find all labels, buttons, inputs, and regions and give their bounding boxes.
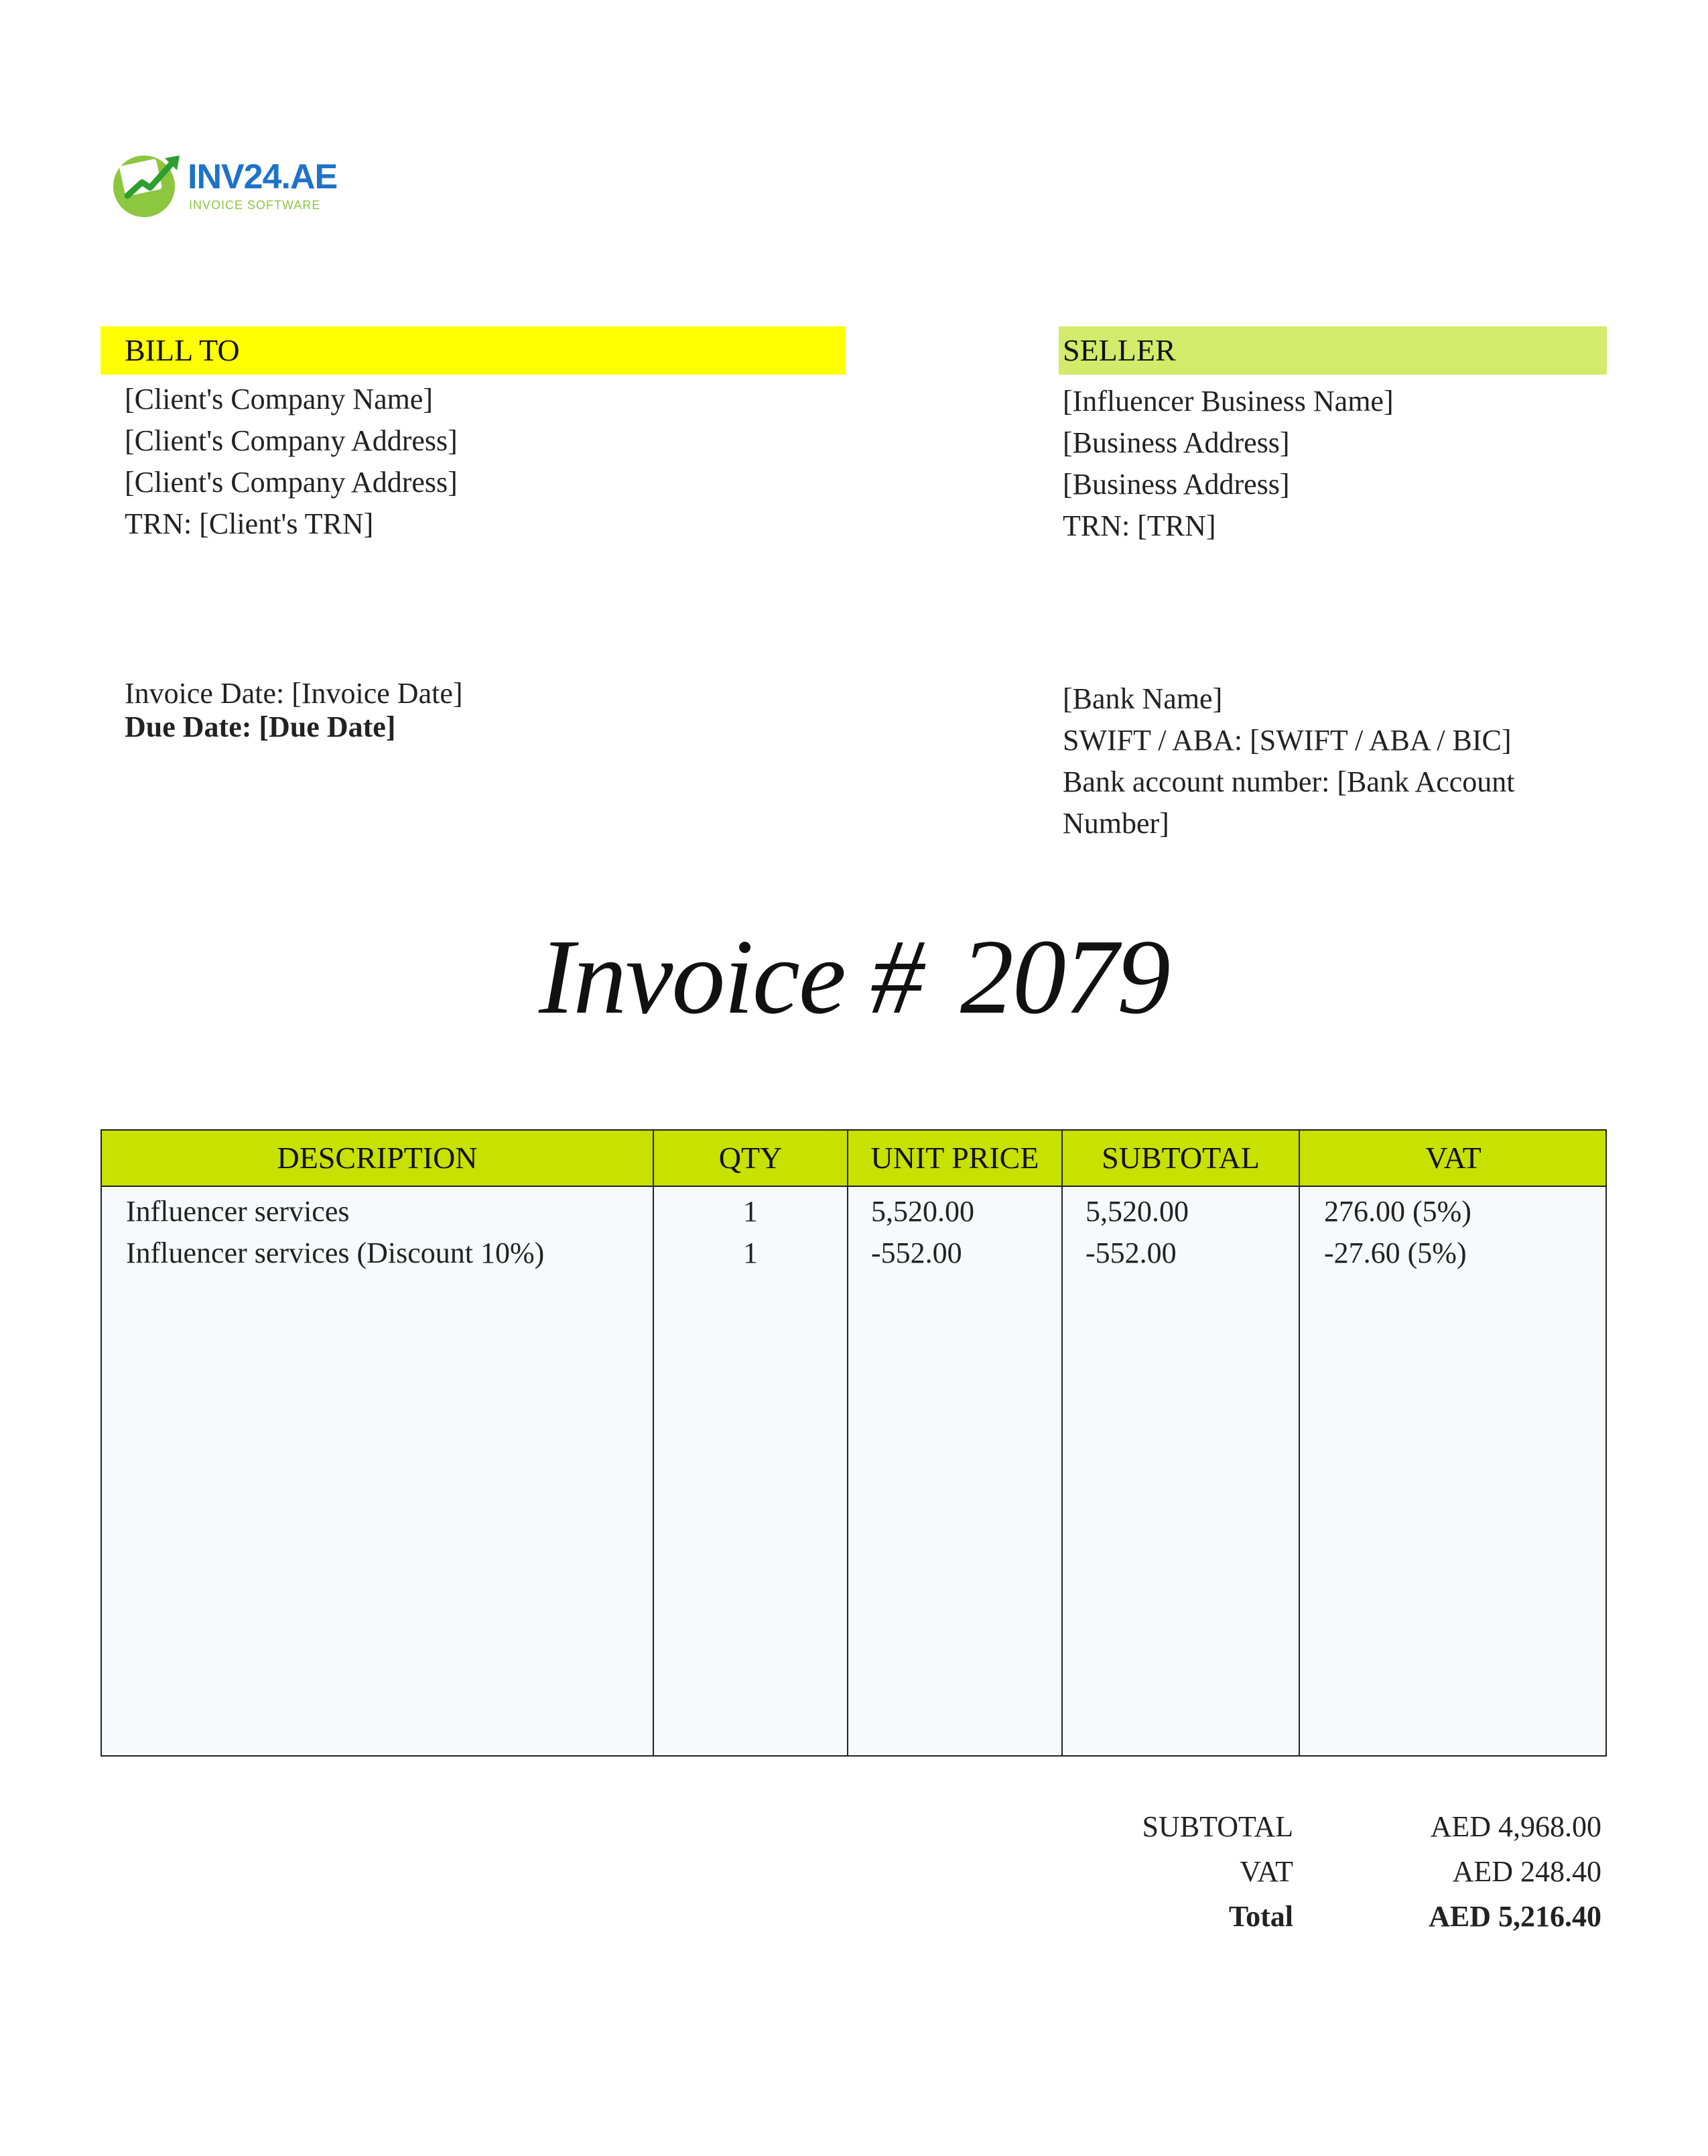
vat-label: VAT bbox=[1240, 1855, 1293, 1888]
column-header-subtotal: SUBTOTAL bbox=[1102, 1141, 1260, 1175]
total-value: AED 5,216.40 bbox=[1429, 1900, 1601, 1933]
column-divider bbox=[1061, 1131, 1063, 1755]
item-vat: -27.60 (5%) bbox=[1324, 1236, 1467, 1269]
column-divider bbox=[1299, 1131, 1300, 1755]
bill-to-details bbox=[125, 379, 458, 545]
client-company-name: [Client's Company Name] bbox=[125, 383, 434, 416]
seller-details bbox=[1063, 381, 1394, 547]
invoice-date: Invoice Date: [Invoice Date] bbox=[125, 677, 463, 710]
seller-heading: SELLER bbox=[1059, 326, 1607, 375]
column-divider bbox=[847, 1131, 848, 1755]
item-subtotal: -552.00 bbox=[1086, 1236, 1177, 1269]
invoice-title bbox=[0, 915, 1708, 1039]
item-qty: 1 bbox=[743, 1236, 758, 1269]
bank-account-number: Bank account number: [Bank Account Number] bbox=[1063, 765, 1515, 840]
client-company-address: [Client's Company Address] bbox=[125, 466, 458, 499]
subtotal-value: AED 4,968.00 bbox=[1430, 1810, 1601, 1843]
item-unit-price: -552.00 bbox=[871, 1236, 962, 1269]
column-header-description: DESCRIPTION bbox=[277, 1141, 478, 1175]
seller-business-address: [Business Address] bbox=[1063, 426, 1290, 459]
seller-business-address: [Business Address] bbox=[1063, 468, 1290, 501]
due-date: Due Date: [Due Date] bbox=[125, 710, 396, 743]
item-subtotal: 5,520.00 bbox=[1086, 1195, 1189, 1228]
invoice-dates bbox=[125, 677, 463, 744]
column-header-vat: VAT bbox=[1425, 1141, 1482, 1175]
client-company-address: [Client's Company Address] bbox=[125, 424, 458, 457]
bill-to-heading: BILL TO bbox=[101, 326, 846, 375]
bank-swift: SWIFT / ABA: [SWIFT / ABA / BIC] bbox=[1063, 724, 1512, 757]
client-trn: TRN: [Client's TRN] bbox=[125, 507, 374, 540]
invoice-number: 2079 bbox=[960, 917, 1169, 1036]
column-header-unit-price: UNIT PRICE bbox=[870, 1141, 1039, 1175]
vat-value: AED 248.40 bbox=[1452, 1855, 1601, 1888]
subtotal-label: SUBTOTAL bbox=[1142, 1810, 1293, 1843]
item-description: Influencer services (Discount 10%) bbox=[126, 1236, 545, 1269]
bank-details bbox=[1063, 678, 1612, 844]
logo-tagline: INVOICE SOFTWARE bbox=[189, 198, 321, 212]
table-header-row bbox=[102, 1131, 1605, 1187]
logo-chart-icon bbox=[107, 147, 184, 221]
bank-name: [Bank Name] bbox=[1063, 682, 1223, 715]
seller-business-name: [Influencer Business Name] bbox=[1063, 385, 1394, 418]
invoice-title-label: Invoice # bbox=[539, 917, 923, 1036]
column-header-qty: QTY bbox=[718, 1141, 783, 1175]
total-label: Total bbox=[1228, 1900, 1293, 1933]
company-logo bbox=[107, 147, 338, 221]
line-items-table bbox=[101, 1129, 1607, 1757]
logo-name: INV24.AE bbox=[188, 157, 338, 196]
item-qty: 1 bbox=[743, 1195, 758, 1228]
item-description: Influencer services bbox=[126, 1195, 350, 1228]
item-vat: 276.00 (5%) bbox=[1324, 1195, 1471, 1228]
item-unit-price: 5,520.00 bbox=[871, 1195, 974, 1228]
seller-trn: TRN: [TRN] bbox=[1063, 509, 1216, 542]
